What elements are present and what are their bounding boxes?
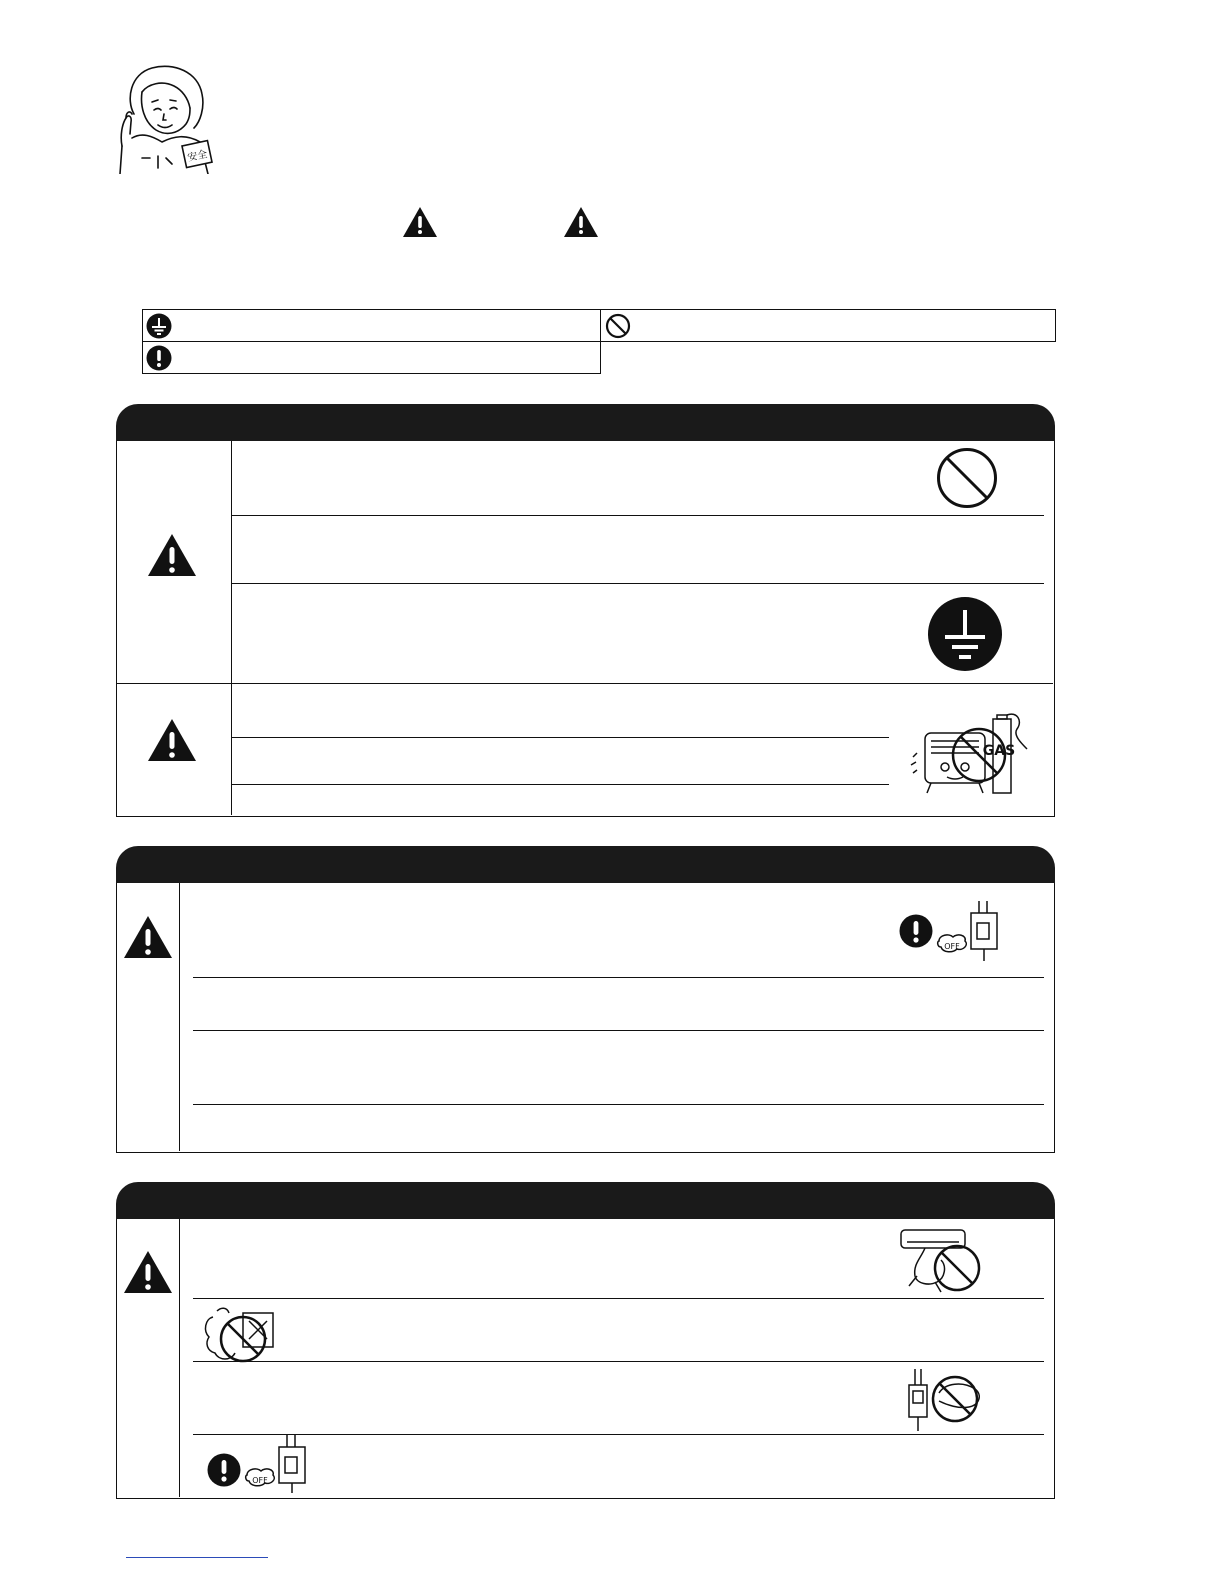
section-2-header-bar xyxy=(116,846,1055,883)
warning-icon xyxy=(402,206,438,238)
section-2-body xyxy=(116,883,1055,1153)
gas-label: GAS xyxy=(982,743,1016,759)
ground-icon xyxy=(927,596,1003,672)
off-label: OFF xyxy=(944,942,960,951)
mascot-illustration xyxy=(112,62,216,174)
symbol-legend-table xyxy=(142,309,1056,374)
no-gas-near-unit-illustration xyxy=(907,705,1033,801)
no-blocking-outlet-illustration xyxy=(195,1303,285,1365)
mascot-card-text: 安全 xyxy=(186,149,209,164)
breaker-off-illustration xyxy=(935,899,1007,963)
warning-icon xyxy=(563,206,599,238)
warning-icon xyxy=(123,1250,173,1294)
section-3-body xyxy=(116,1219,1055,1499)
legend-cell-ground xyxy=(142,309,601,342)
prohibited-icon xyxy=(935,446,999,510)
safety-section-1 xyxy=(116,404,1055,817)
off-label: OFF xyxy=(252,1476,268,1485)
no-hanging-on-unit-illustration xyxy=(895,1224,991,1296)
prohibited-icon xyxy=(605,313,631,339)
section-3-header-bar xyxy=(116,1182,1055,1219)
safety-section-3 xyxy=(116,1182,1055,1499)
exclamation-circle-icon xyxy=(899,914,933,948)
intro-warning-icon-2 xyxy=(563,206,599,238)
exclamation-circle-icon xyxy=(146,345,172,371)
exclamation-circle-icon xyxy=(207,1453,241,1487)
ground-icon xyxy=(146,313,172,339)
section-1-header-bar xyxy=(116,404,1055,441)
warning-icon xyxy=(147,718,197,762)
legend-cell-mandatory xyxy=(142,341,601,374)
footer-link-underline[interactable] xyxy=(126,1557,268,1558)
legend-cell-prohibited xyxy=(600,309,1056,342)
warning-icon xyxy=(123,915,173,959)
section-1-body xyxy=(116,441,1055,817)
safety-section-2 xyxy=(116,846,1055,1153)
mascot-icon xyxy=(112,62,216,174)
breaker-off-illustration xyxy=(243,1433,315,1497)
intro-warning-icon-1 xyxy=(402,206,438,238)
no-wet-hands-switch-illustration xyxy=(899,1367,995,1433)
warning-icon xyxy=(147,533,197,577)
